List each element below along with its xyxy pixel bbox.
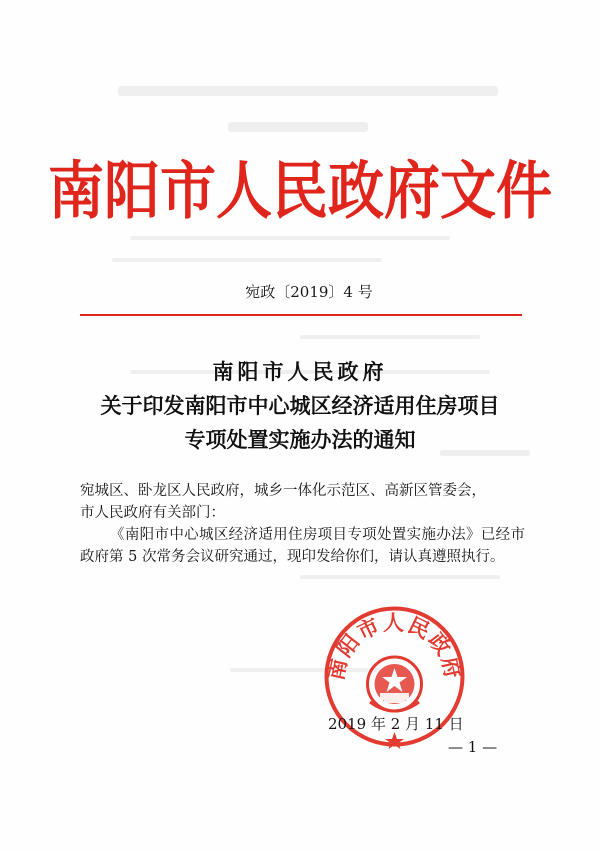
- addressees-line-2: 市人民政府有关部门：: [80, 505, 225, 521]
- body-paragraph: 《南阳市中心城区经济适用住房项目专项处置实施办法》已经市政府第 5 次常务会议研究通过，现印发给你们，请认真遵照执行。: [80, 527, 525, 565]
- title-line-issuer: 南阳市人民政府: [212, 359, 388, 384]
- red-divider-line: [80, 314, 522, 316]
- addressees-line-1: 宛城区、卧龙区人民政府，城乡一体化示范区、高新区管委会，: [80, 483, 486, 499]
- title-line-2: 关于印发南阳市中心城区经济适用住房项目: [100, 393, 500, 418]
- page-number: — 1 —: [448, 738, 498, 756]
- title-line-3: 专项处置实施办法的通知: [184, 427, 416, 452]
- notice-body: [80, 480, 525, 568]
- document-number: 宛政〔2019〕4 号: [245, 283, 373, 301]
- document-masthead: 南阳市人民政府文件: [48, 154, 552, 228]
- signature-date: 2019 年 2 月 11 日: [328, 715, 464, 733]
- notice-title: [0, 355, 600, 457]
- seal-text: 南阳市人民政府: [322, 609, 467, 683]
